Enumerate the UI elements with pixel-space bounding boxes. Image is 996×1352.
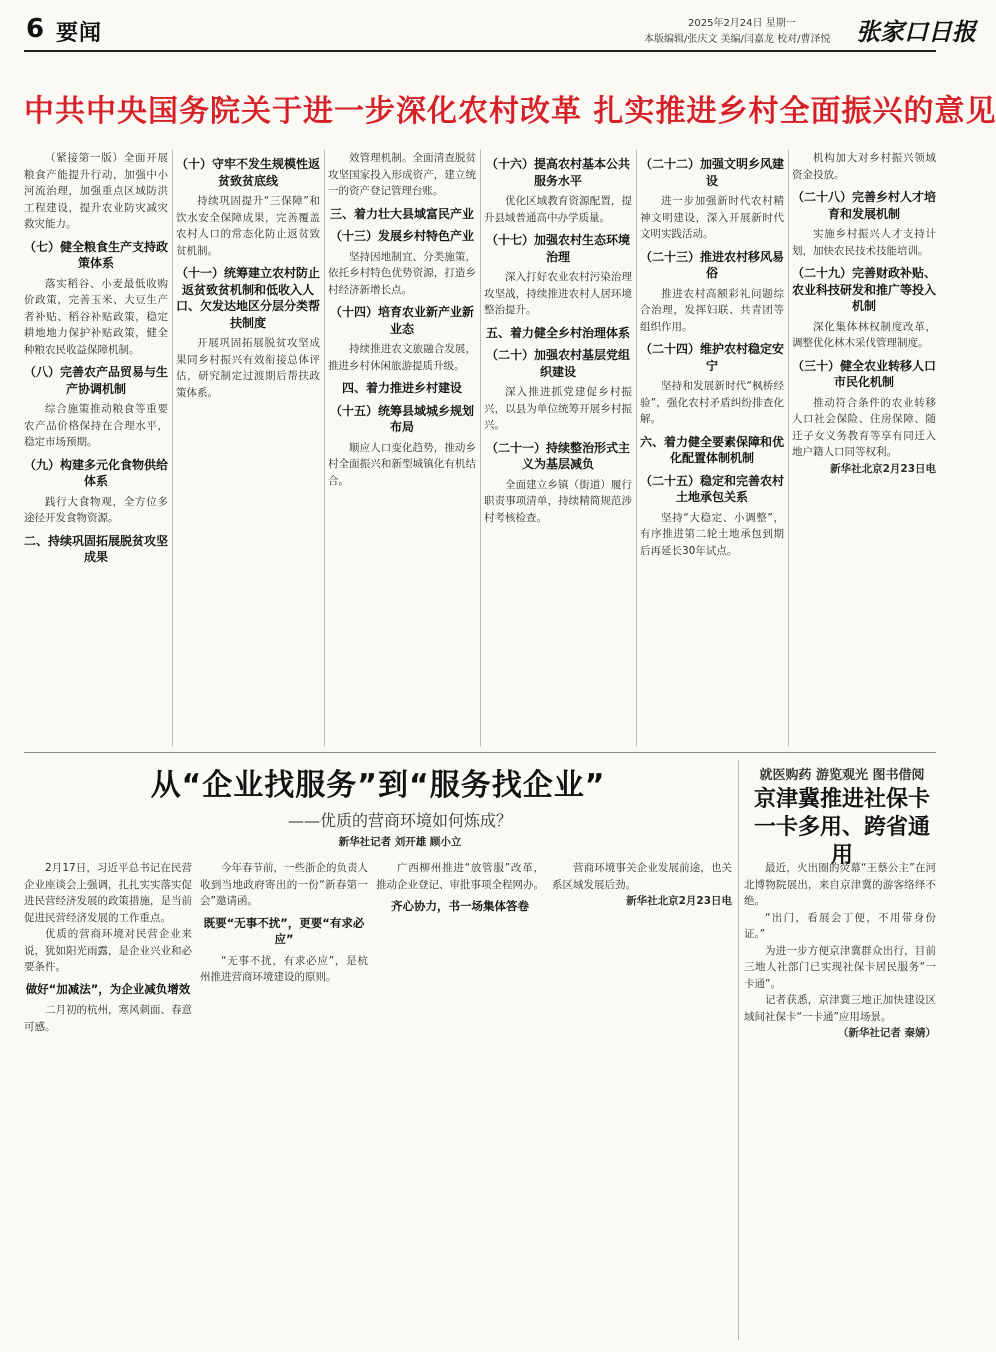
subheading: （十）守牢不发生规模性返贫致贫底线 [176,157,321,188]
feature-subheadline: ——优质的营商环境如何炼成？ [287,811,512,830]
subheading: （十一）统筹建立农村防止返贫致贫机制和低收入人口、欠发达地区分层分类帮扶制度 [176,266,321,330]
subheading: （十七）加强农村生态环境治理 [485,233,630,264]
paragraph: 践行大食物观，全方位多途径开发食物资源。 [24,495,168,524]
paragraph: 营商环境事关企业发展前途，也关系区域发展后劲。 [552,862,732,891]
subheading: 既要“无事不扰”，更要“有求必应” [203,915,365,946]
subheading: （十五）统筹县域城乡规划布局 [329,403,474,434]
sidebar-byline: （新华社记者 秦婧） [837,1027,936,1039]
column-divider [172,150,173,746]
paragraph: 进一步加强新时代农村精神文明建设，深入开展新时代文明实践活动。 [640,195,784,240]
section-heading: 三、着力壮大县域富民产业 [329,206,474,221]
feature-column-3 [376,860,544,1344]
subheading: （二十九）完善财政补贴、农业科技研发和推广等投入机制 [792,266,937,313]
subheading: （十三）发展乡村特色产业 [329,229,474,243]
paragraph: 推动符合条件的农业转移人口社会保险、住房保障、随迁子女义务教育等享有同迁入地户籍人口同等权利。 [792,396,936,458]
paragraph: 二月初的杭州，寒风刺面、春意可感。 [24,1004,192,1033]
feature-column-4 [552,860,732,1344]
paragraph: 持续巩固提升“三保障”和饮水安全保障成果，完善覆盖农村人口的常态化防止返贫致贫机制。 [176,195,320,257]
paragraph: 深入推进抓党建促乡村振兴，以县为单位统筹开展乡村振兴。 [484,386,632,431]
subheading: （三十）健全农业转移人口市民化机制 [792,358,937,389]
column-divider [636,150,637,746]
paragraph: 最近，火出圈的荧幕“王蔡公主”在河北博物院展出，来自京津冀的游客络绎不绝。 [744,862,936,907]
paragraph: 广西柳州推进“放管服”改革，推动企业登记、审批事项全程网办。 [376,862,544,891]
sidebar-divider [738,760,739,1340]
paragraph: 坚持和发展新时代“枫桥经验”，强化农村矛盾纠纷排查化解。 [640,380,784,425]
article-lead: （紧接第一版）全面开展粮食产能提升行动，加强中小河流治理，加强重点区域防洪工程建设，提升农业防灾减灾救灾能力。 [24,152,168,230]
paragraph: 全面建立乡镇（街道）履行职责事项清单，持续精简规范涉村考核检查。 [484,478,632,524]
paragraph: 落实稻谷、小麦最低收购价政策，完善玉米、大豆生产者补贴、稻谷补贴政策，稳定耕地地力保护补贴政策，健全种粮农民收益保障机制。 [24,277,168,356]
paragraph: 效管理机制。全面清查脱贫攻坚国家投入形成资产，建立统一的资产登记管理台账。 [328,152,476,197]
paragraph: 深化集体林权制度改革，调整优化林木采伐管理制度。 [792,320,936,349]
paragraph: 坚持“大稳定、小调整”，有序推进第二轮土地承包到期后再延长30年试点。 [640,511,784,557]
issue-date: 2025年2月24日 星期一 [688,18,796,29]
section-heading: 二、持续巩固拓展脱贫攻坚成果 [24,533,169,564]
header-rule [24,50,936,52]
article-column-3 [328,150,476,746]
sidebar-kicker: 就医购药 游览观光 图书借阅 [759,768,925,783]
newspaper-logo: 张家口日报 [856,17,976,46]
feature-column-2 [200,860,368,1344]
main-headline: 中共中央国务院关于进一步深化农村改革 扎实推进乡村全面振兴的意见 [24,94,996,129]
column-divider [324,150,325,746]
section-heading: 四、着力推进乡村建设 [341,381,462,395]
paragraph: 为进一步方便京津冀群众出行，目前三地人社部门已实现社保卡居民服务“一卡通”。 [744,944,936,990]
paragraph: 优质的营商环境对民营企业来说，犹如阳光雨露，是企业兴业和必要条件。 [24,928,192,973]
subheading: （二十三）推进农村移风易俗 [640,249,785,280]
subheading: （二十四）维护农村稳定安宁 [640,342,785,373]
subheading: （二十一）持续整治形式主义为基层减负 [485,440,630,471]
feature-headline: 从“企业找服务”到“服务找企业” [150,768,606,803]
paragraph: 优化区域教育资源配置，提升县域普通高中办学质量。 [484,195,632,224]
subheading: （七）健全粮食生产支持政策体系 [24,239,169,270]
paragraph: 今年春节前，一些浙企的负责人收到当地政府寄出的一份“新春第一会”邀请函。 [200,862,368,907]
article-column-6 [792,150,936,746]
subheading: （十六）提高农村基本公共服务水平 [485,157,630,188]
paragraph: “无事不扰，有求必应”，是杭州推进营商环境建设的原则。 [200,954,368,983]
article-column-4 [484,150,632,746]
article-column-1 [24,150,168,746]
paragraph: 坚持因地制宜、分类施策，依托乡村特色优势资源，打造乡村经济新增长点。 [328,250,476,296]
paragraph: “出门，看展会丁便，不用带身份证。” [744,911,936,940]
article-column-5 [640,150,784,746]
paragraph: 推进农村高额彩礼问题综合治理，发挥妇联、共青团等组织作用。 [640,287,784,333]
sidebar-headline: 京津冀推进社保卡一卡多用、跨省通用 [753,787,930,868]
paragraph: 机构加大对乡村振兴领域资金投放。 [792,152,936,181]
masthead [24,12,976,52]
sidebar-body [744,860,936,1344]
subheading: （二十二）加强文明乡风建设 [640,157,785,188]
article-dateline: 新华社北京2月23日电 [830,462,936,475]
paragraph: 开展巩固拓展脱贫攻坚成果同乡村振兴有效衔接总体评估，研究制定过渡期后帮扶政策体系。 [176,337,320,399]
paragraph: 实施乡村振兴人才支持计划，加快农民技术技能培训。 [792,228,936,257]
subheading: （十四）培育农业新产业新业态 [329,305,474,336]
subheading: 齐心协力，书一场集体答卷 [391,899,529,913]
feature-dateline: 新华社北京2月23日电 [626,895,732,907]
paragraph: 记者获悉，京津冀三地正加快建设区域间社保卡“一卡通”应用场景。 [744,994,936,1023]
feature-column-1 [24,860,192,1344]
subheading: （二十）加强农村基层党组织建设 [485,348,630,379]
subheading: （二十五）稳定和完善农村土地承包关系 [640,473,785,504]
subheading: 做好“加减法”，为企业减负增效 [25,981,191,996]
article-column-2 [176,150,320,746]
subheading: （八）完善农产品贸易与生产协调机制 [24,365,169,396]
section-heading: 五、着力健全乡村治理体系 [485,325,630,340]
section-rule [24,752,936,753]
page-number: 6 [26,14,45,44]
section-heading: 六、着力健全要素保障和优化配置体制机制 [640,434,785,465]
paragraph: 2月17日，习近平总书记在民营企业座谈会上强调，扎扎实实落实促进民营经济发展的政策措施，是当前促进民营经济发展的工作重点。 [24,862,192,924]
editor-credits: 本版编辑/张庆文 美编/闫嘉龙 校对/曹泽悦 [644,34,831,45]
paragraph: 深入打好农业农村污染治理攻坚战，持续推进农村人居环境整治提升。 [484,271,632,316]
paragraph: 综合施策推动粮食等重要农产品价格保持在合理水平，稳定市场预期。 [24,403,168,448]
subheading: （二十八）完善乡村人才培育和发展机制 [792,190,937,221]
column-divider [480,150,481,746]
paragraph: 持续推进农文旅融合发展，推进乡村休闲旅游提质升级。 [328,343,476,372]
subheading: （九）构建多元化食物供给体系 [24,457,169,488]
section-title: 要闻 [56,21,103,46]
column-divider [788,150,789,746]
paragraph: 顺应人口变化趋势，推动乡村全面振兴和新型城镇化有机结合。 [328,441,476,487]
feature-byline: 新华社记者 刘开雄 顾小立 [338,836,462,848]
